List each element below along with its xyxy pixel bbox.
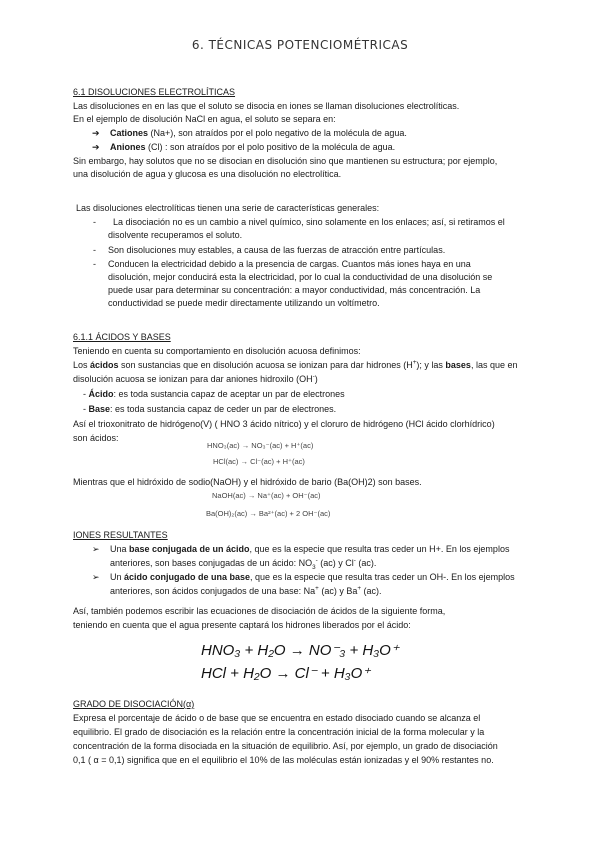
bullet-cationes: Cationes (Na+), son atraídos por el polo negativo de la molécula de agua. [110,128,407,138]
paragraph-line: Así, también podemos escribir las ecuaciones de disociación de ácidos de la siguiente forma, [73,606,446,616]
equation-image-hno3: HNO₃(ac) → NO₃⁻(ac) + H⁺(ac) [207,441,314,450]
section-heading-iones: IONES RESULTANTES [73,530,168,540]
paragraph-line: son ácidos: [73,433,119,443]
page-title: 6. TÉCNICAS POTENCIOMÉTRICAS [191,38,409,52]
triangle-arrow-bullet-icon: ➢ [92,544,100,554]
dash-bullet-icon: - [93,259,96,269]
arrow-bullet-icon: ➔ [92,142,100,152]
paragraph-line: Expresa el porcentaje de ácido o de base que se encuentra en estado disociado cuando se alcanza el [73,713,481,723]
paragraph-line: En el ejemplo de disolución NaCl en agua, el soluto se separa en: [73,114,336,124]
definition-base: - Base: es toda sustancia capaz de ceder un par de electrones. [83,404,337,414]
paragraph-line: Los ácidos son sustancias que en disolución acuosa se ionizan para dar hidrones (H+); y las bases, las que en [73,359,518,370]
list-item: La disociación no es un cambio a nivel químico, sino solamente en los enlaces; así, si retiramos el [113,217,505,227]
definition-acido: - Ácido: es toda sustancia capaz de aceptar un par de electrones [83,389,345,399]
list-item: conductividad se puede medir directamente utilizando un voltímetro. [108,298,380,308]
paragraph-line: Así el trioxonitrato de hidrógeno(V) ( HNO 3 ácido nítrico) y el cloruro de hidrógeno (HCl ácido clorhídrico) [73,419,495,429]
paragraph-line: Teniendo en cuenta su comportamiento en disolución acuosa definimos: [73,346,361,356]
paragraph-line: disolución acuosa se ionizan para dar aniones hidroxilo (OH-) [73,373,318,384]
paragraph-line: Sin embargo, hay solutos que no se disocian en disolución sino que mantienen su estructura; por ejemplo, [73,156,498,166]
bullet-aniones: Aniones (Cl) : son atraídos por el polo positivo de la molécula de agua. [110,142,396,152]
paragraph-line: 0,1 ( α = 0,1) significa que en el equilibrio el 10% de las moléculas están ionizadas y el 90% restantes no. [73,755,494,765]
bullet-base-conjugada: Una base conjugada de un ácido, que es la especie que resulta tras ceder un H+. En los ejemplos [110,544,510,554]
list-item: Conducen la electricidad debido a la presencia de cargas. Cuantos más iones haya en una [108,259,471,269]
equation-hcl-water: HCl + H₂O → Cl⁻ + H₃O⁺ [201,665,371,682]
bullet-base-conjugada-cont: anteriores, son bases conjugadas de un ácido: $NO_3^-$ (ac) y Cl- (ac). [110,557,377,571]
equation-image-hcl: HCl(ac) → Cl⁻(ac) + H⁺(ac) [213,457,305,466]
equation-image-baoh2: Ba(OH)₂(ac) → Ba²⁺(ac) + 2 OH⁻(ac) [206,509,331,518]
list-item: puede usar para determinar su concentración: a mayor conductividad, más concentración. La [108,285,481,295]
section-heading-acidos-bases: 6.1.1 ÁCIDOS Y BASES [73,332,171,342]
list-item: disolución, mejor conducirá esta la electricidad, por lo cual la conductividad de una disolución se [108,272,493,282]
bullet-acido-conjugado-cont: anteriores, son ácidos conjugados de una base: Na+ (ac) y Ba+ (ac). [110,585,382,596]
paragraph-line: Las disoluciones electrolíticas tienen una serie de características generales: [76,203,380,213]
paragraph-line: Las disoluciones en en las que el soluto se disocia en iones se llaman disoluciones electrolíticas. [73,101,460,111]
paragraph-line: una disolución de agua y glucosa es una disolución no electrolítica. [73,169,342,179]
paragraph-line: equilibrio. El grado de disociación es la relación entre la concentración inicial de la forma molecular y la [73,727,485,737]
paragraph-line: concentración de la forma disociada en la situación de equilibrio. Así, por ejemplo, un grado de disociación [73,741,498,751]
dash-bullet-icon: - [93,217,96,227]
dash-bullet-icon: - [93,245,96,255]
list-item: disolvente recuperamos el soluto. [108,230,243,240]
paragraph-line: Mientras que el hidróxido de sodio(NaOH) y el hidróxido de bario (Ba(OH)2) son bases. [73,477,422,487]
paragraph-line: teniendo en cuenta que el agua presente captará los hidrones liberados por el ácido: [73,620,411,630]
bullet-acido-conjugado: Un ácido conjugado de una base, que es la especie que resulta tras ceder un OH-. En los ejemplos [110,572,515,582]
equation-hno3-water: HNO₃ + H₂O → NO⁻₃ + H₃O⁺ [201,642,399,659]
section-heading-grado: GRADO DE DISOCIACIÓN(α) [73,699,195,709]
list-item: Son disoluciones muy estables, a causa de las fuerzas de atracción entre partículas. [108,245,446,255]
equation-image-naoh: NaOH(ac) → Na⁺(ac) + OH⁻(ac) [212,491,321,500]
section-heading-disoluciones: 6.1 DISOLUCIONES ELECTROLÍTICAS [73,87,236,97]
triangle-arrow-bullet-icon: ➢ [92,572,100,582]
arrow-bullet-icon: ➔ [92,128,100,138]
